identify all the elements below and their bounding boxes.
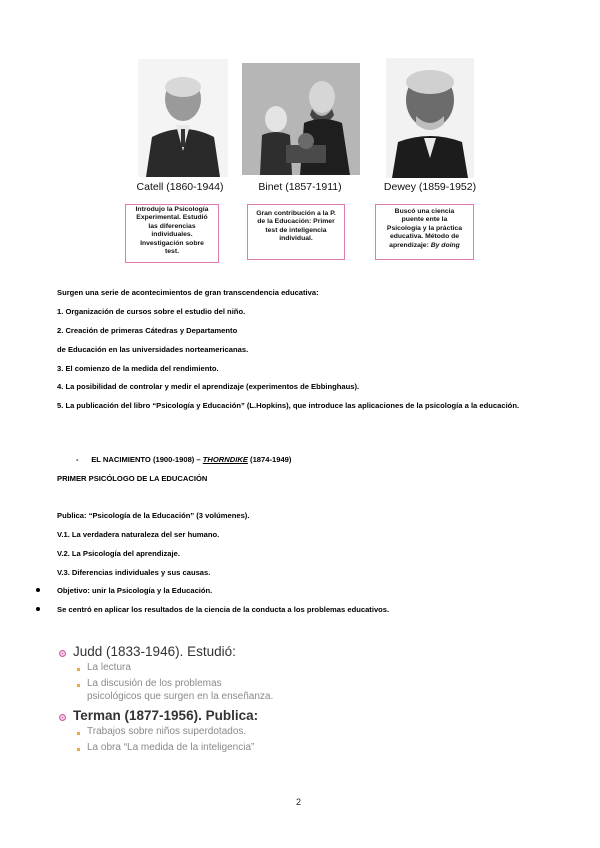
bullet-objetivo: Objetivo: unir la Psicología y la Educación. [57, 586, 213, 595]
volume-3: V.3. Diferencias individuales y sus causas. [57, 568, 211, 577]
bullet-centro: Se centró en aplicar los resultados de la ciencia de la conducta a los problemas educativos. [57, 605, 390, 614]
terman-title: Terman (1877-1956). Publica: [73, 708, 259, 723]
dewey-caption: Dewey (1859-1952) [383, 181, 477, 193]
catell-portrait [138, 59, 228, 177]
nacimiento-heading: - EL NACIMIENTO (1900-1908) – THORNDIKE (1874-1949) [76, 455, 292, 464]
binet-note: Gran contribución a la P. de la Educación: Primer test de inteligencia individual. [247, 204, 345, 260]
event-4: 4. La posibilidad de controlar y medir el aprendizaje (experimentos de Ebbinghaus). [57, 382, 360, 391]
primer-psicologo: PRIMER PSICÓLOGO DE LA EDUCACIÓN [57, 474, 208, 483]
volume-2: V.2. La Psicología del aprendizaje. [57, 549, 180, 558]
bullet-dot [36, 588, 40, 592]
event-2-cont: de Educación en las universidades norteamericanas. [57, 345, 249, 354]
dewey-portrait [386, 58, 474, 178]
catell-caption: Catell (1860-1944) [136, 181, 224, 193]
event-3: 3. El comienzo de la medida del rendimiento. [57, 364, 219, 373]
event-2: 2. Creación de primeras Cátedras y Departamento [57, 326, 238, 335]
volume-1: V.1. La verdadera naturaleza del ser humano. [57, 530, 220, 539]
dewey-note: Buscó una ciencia puente ente la Psicología y la práctica educativa. Método de aprendizaje: By doing [375, 204, 474, 260]
event-5: 5. La publicación del libro “Psicología y Educación” (L.Hopkins), que introduce las aplicaciones de la psicología a la educación. [57, 401, 520, 410]
pink-bullet-icon [59, 650, 66, 657]
intro-text: Surgen una serie de acontecimientos de gran transcendencia educativa: [57, 288, 319, 297]
judd-item-2: La discusión de los problemas [87, 678, 222, 689]
judd-item-2-cont: psicológicos que surgen en la enseñanza. [87, 691, 274, 702]
publica-text: Publica: “Psicología de la Educación” (3 volúmenes). [57, 511, 250, 520]
event-1: 1. Organización de cursos sobre el estudio del niño. [57, 307, 246, 316]
binet-caption: Binet (1857-1911) [258, 181, 342, 193]
orange-bullet-icon [77, 684, 80, 687]
pink-bullet-icon [59, 714, 66, 721]
orange-bullet-icon [77, 732, 80, 735]
judd-title: Judd (1833-1946). Estudió: [73, 644, 236, 659]
orange-bullet-icon [77, 668, 80, 671]
judd-item-1: La lectura [87, 662, 131, 673]
orange-bullet-icon [77, 748, 80, 751]
terman-item-1: Trabajos sobre niños superdotados. [87, 726, 247, 737]
catell-note: Introdujo la Psicología Experimental. Estudió las diferencias individuales. Investigación sobre test. [125, 204, 219, 263]
binet-portrait [242, 63, 360, 175]
bullet-dot [36, 607, 40, 611]
page-number: 2 [296, 797, 302, 807]
terman-item-2: La obra “La medida de la inteligencia” [87, 742, 255, 753]
